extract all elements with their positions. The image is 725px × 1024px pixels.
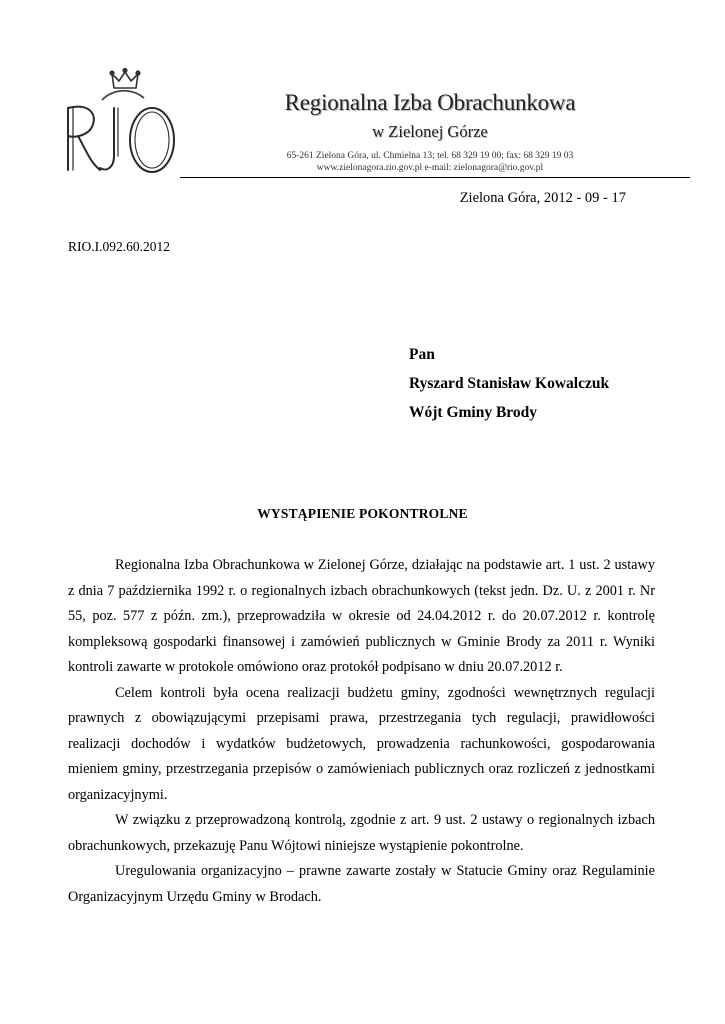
addressee-salutation: Pan [409,346,435,363]
addressee-name: Ryszard Stanisław Kowalczuk [409,375,610,392]
letter-body [68,553,655,910]
document-title: WYSTĄPIENIE POKONTROLNE [257,506,468,521]
org-address [180,150,680,174]
address-line: 65-261 Zielona Góra, ul. Chmielna 13; tel. 68 329 19 00; fax: 68 329 19 03 [286,151,574,161]
header-divider [180,177,690,178]
letter-date: Zielona Góra, 2012 - 09 - 17 [459,190,626,206]
body-paragraph: Regionalna Izba Obrachunkowa w Zielonej Górze, działając na podstawie art. 1 ust. 2 ustawy z dnia 7 października 1992 r. o regionalnych izbach obrachunkowych (tekst jedn. Dz. U. z 2001 r. Nr 55, poz. 577 z późn. zm.), przeprowadziła w okresie od 24.04.2012 r. do 20.07.2012 r. kontrolę kompleksową gospodarki finansowej i zamówień publicznych w Gminie Brody za 2011 r. Wyniki kontroli zawarte w protokole omówiono oraz protokół podpisano w dniu 20.07.2012 r. [68,557,655,675]
org-subtitle: w Zielonej Górze [372,122,488,141]
contact-line: www.zielonagora.rio.gov.pl e-mail: zielonagora@rio.gov.pl [316,163,544,173]
addressee-block [409,340,609,427]
org-name: Regionalna Izba Obrachunkowa [284,90,576,115]
rio-logo-icon [56,64,184,182]
reference-number: RIO.I.092.60.2012 [68,239,170,254]
body-paragraph: Celem kontroli była ocena realizacji budżetu gminy, zgodności wewnętrznych regulacji prawnych z obowiązującymi przepisami prawa, przestrzegania tych regulacji, prawidłowości realizacji dochodów i wydatków budżetowych, prowadzenia rachunkowości, gospodarowania mieniem gminy, przestrzegania przepisów o zamówieniach publicznych oraz rozliczeń z jednostkami organizacyjnymi. [68,684,655,803]
body-paragraph: Uregulowania organizacyjno – prawne zawarte zostały w Statucie Gminy oraz Regulaminie Organizacyjnym Urzędu Gminy w Brodach. [68,863,655,905]
body-paragraph: W związku z przeprowadzoną kontrolą, zgodnie z art. 9 ust. 2 ustawy o regionalnych izbach obrachunkowych, przekazuję Panu Wójtowi niniejsze wystąpienie pokontrolne. [68,812,655,854]
addressee-position: Wójt Gminy Brody [409,404,538,421]
